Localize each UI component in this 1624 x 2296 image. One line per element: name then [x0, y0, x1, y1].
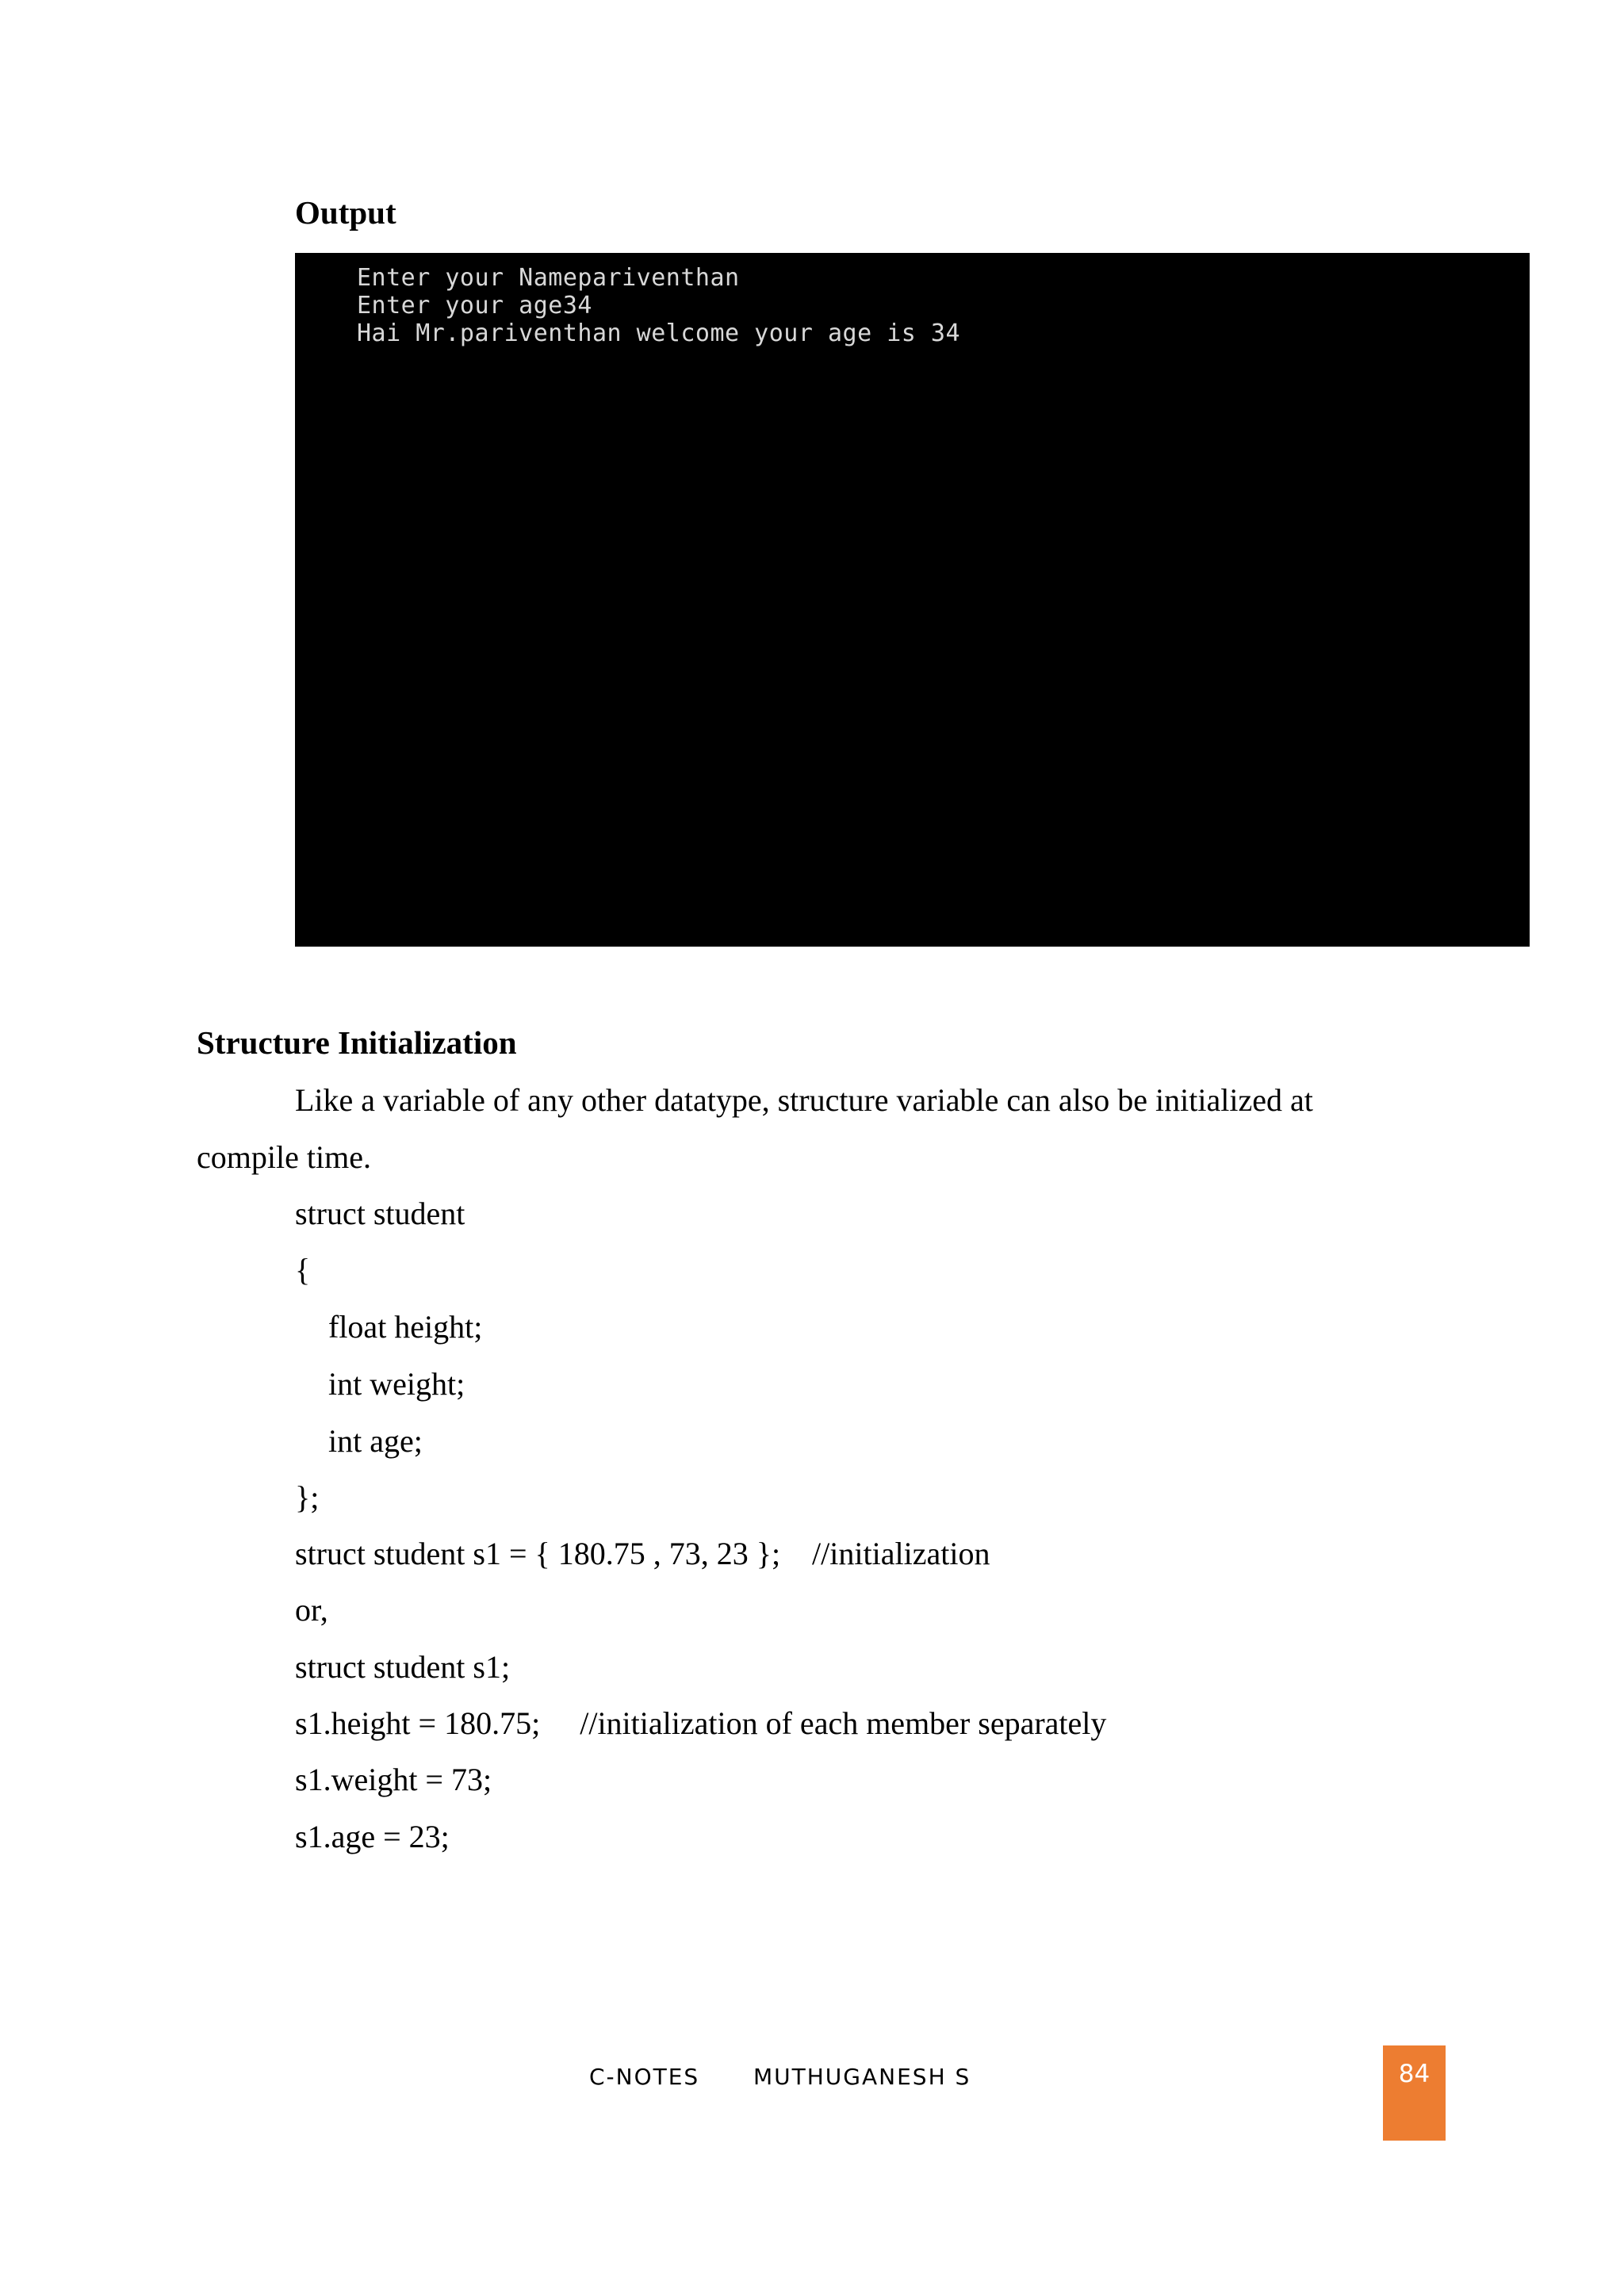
footer-book-title: C-NOTES — [589, 2064, 700, 2090]
terminal-line: Enter your age34 — [357, 292, 592, 320]
paragraph-line: Like a variable of any other datatype, structure variable can also be initialized at — [295, 1082, 1313, 1118]
code-line: struct student s1; — [295, 1649, 511, 1685]
terminal-line: Hai Mr.pariventhan welcome your age is 34 — [357, 320, 961, 347]
code-line: s1.weight = 73; — [295, 1762, 492, 1797]
page-number-badge — [1383, 2045, 1446, 2141]
section-heading: Structure Initialization — [197, 1024, 517, 1061]
code-line: struct student — [295, 1196, 465, 1231]
terminal-line: Enter your Namepariventhan — [357, 264, 740, 292]
footer-author: MUTHUGANESH S — [753, 2064, 971, 2090]
paragraph-line: compile time. — [197, 1139, 371, 1175]
code-line: int age; — [328, 1423, 423, 1459]
code-line: }; — [295, 1479, 320, 1515]
terminal-screenshot — [295, 253, 1530, 947]
output-heading: Output — [295, 194, 396, 231]
code-line: s1.age = 23; — [295, 1819, 450, 1854]
code-line: struct student s1 = { 180.75 , 73, 23 }; //initialization — [295, 1536, 990, 1571]
code-line: float height; — [328, 1309, 483, 1345]
code-line: or, — [295, 1592, 328, 1628]
code-line: { — [295, 1252, 311, 1288]
code-line: int weight; — [328, 1366, 465, 1402]
page-number: 84 — [1398, 2060, 1431, 2088]
code-line: s1.height = 180.75; //initialization of each member separately — [295, 1705, 1107, 1741]
